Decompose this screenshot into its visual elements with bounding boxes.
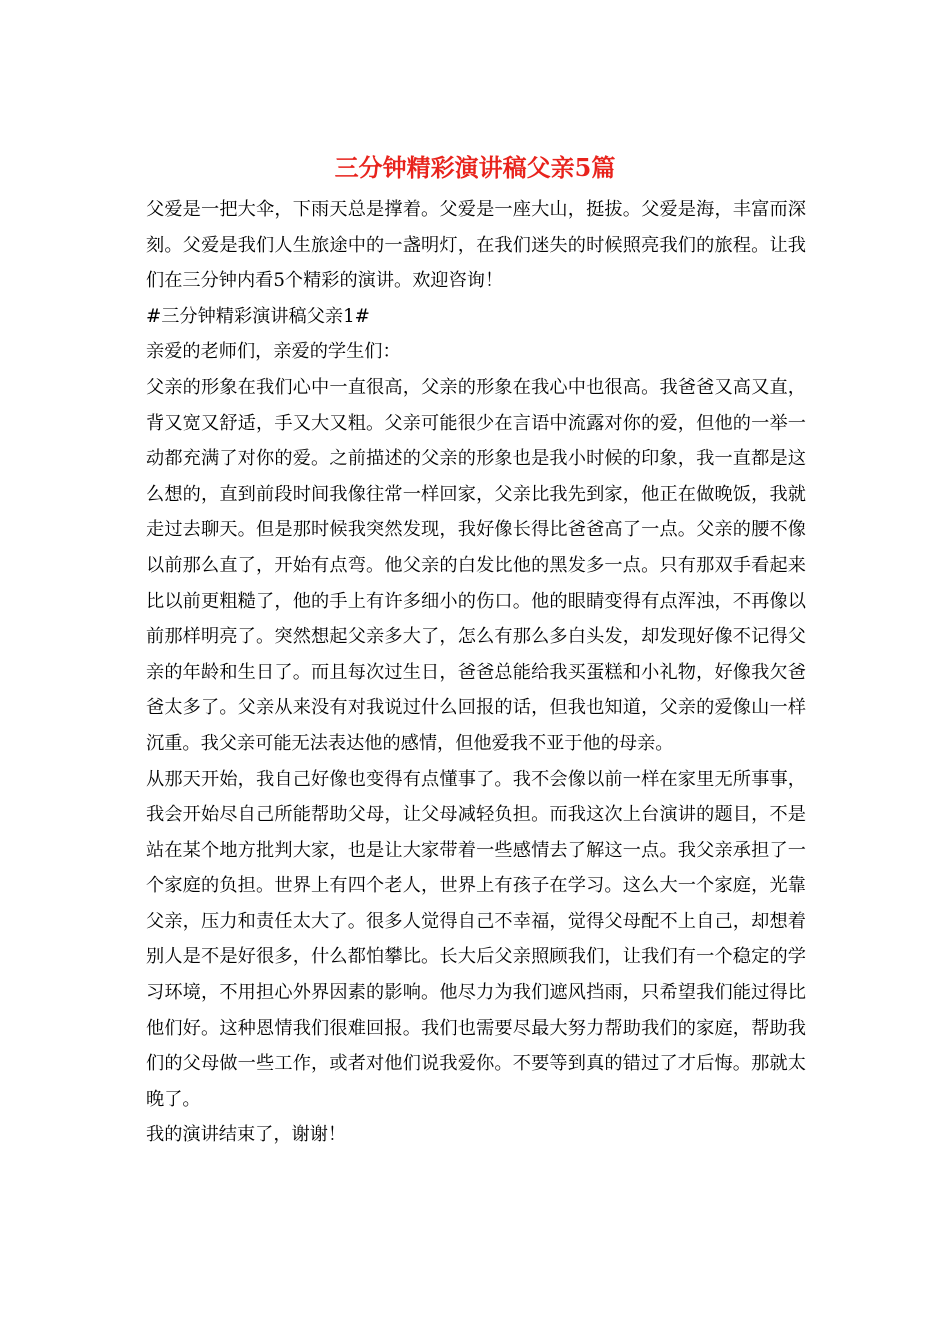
body-paragraph: 从那天开始，我自己好像也变得有点懂事了。我不会像以前一样在家里无所事事，我会开始尽自己所能帮助父母，让父母减轻负担。而我这次上台演讲的题目，不是站在某个地方批判大家，也是让大家带着一些感情去了解这一点。我父亲承担了一个家庭的负担。世界上有四个老人，世界上有孩子在学习。这么大一个家庭，光靠父亲，压力和责任太大了。很多人觉得自己不幸福，觉得父母配不上自己，却想着别人是不是好很多，什么都怕攀比。长大后父亲照顾我们，让我们有一个稳定的学习环境，不用担心外界因素的影响。他尽力为我们遮风挡雨，只希望我们能过得比他们好。这种恩情我们很难回报。我们也需要尽最大努力帮助我们的家庭，帮助我们的父母做一些工作，或者对他们说我爱你。不要等到真的错过了才后悔。那就太晚了。 xyxy=(146,768,806,1110)
document-title: 三分钟精彩演讲稿父亲5篇 xyxy=(334,153,616,182)
section-heading: #三分钟精彩演讲稿父亲1# xyxy=(146,305,370,327)
document-body xyxy=(146,192,806,1153)
intro-paragraph: 父爱是一把大伞，下雨天总是撑着。父爱是一座大山，挺拔。父爱是海，丰富而深刻。父爱是我们人生旅途中的一盏明灯，在我们迷失的时候照亮我们的旅程。让我们在三分钟内看5个精彩的演讲。欢迎咨询！ xyxy=(146,199,806,292)
closing-paragraph: 我的演讲结束了，谢谢！ xyxy=(146,1124,347,1146)
body-paragraph: 父亲的形象在我们心中一直很高，父亲的形象在我心中也很高。我爸爸又高又直，背又宽又舒适，手又大又粗。父亲可能很少在言语中流露对你的爱，但他的一举一动都充满了对你的爱。之前描述的父亲的形象也是我小时候的印象，我一直都是这么想的，直到前段时间我像往常一样回家，父亲比我先到家，他正在做晚饭，我就走过去聊天。但是那时候我突然发现，我好像长得比爸爸高了一点。父亲的腰不像以前那么直了，开始有点弯。他父亲的白发比他的黑发多一点。只有那双手看起来比以前更粗糙了，他的手上有许多细小的伤口。他的眼睛变得有点浑浊，不再像以前那样明亮了。突然想起父亲多大了，怎么有那么多白头发，却发现好像不记得父亲的年龄和生日了。而且每次过生日，爸爸总能给我买蛋糕和小礼物，好像我欠爸爸太多了。父亲从来没有对我说过什么回报的话，但我也知道，父亲的爱像山一样沉重。我父亲可能无法表达他的感情，但他爱我不亚于他的母亲。 xyxy=(146,376,806,754)
salutation-paragraph: 亲爱的老师们，亲爱的学生们： xyxy=(146,341,401,363)
